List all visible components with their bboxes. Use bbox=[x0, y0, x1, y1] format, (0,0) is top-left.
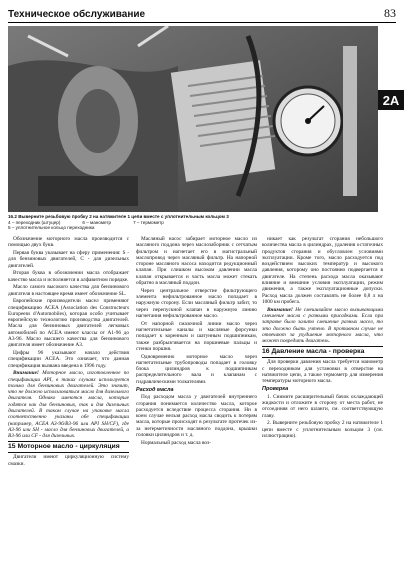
warning-text: Не смешивайте масло вызывающими смешение масла с разными присадками. Если при заправке было залито смешение разных масел, то это должно быть учтено. В противном случае не отвечают за ухудшение моторного масла, что может повредить двигатель. bbox=[262, 306, 383, 345]
step-item: 1. Снимите расширительный бачок охлаждающей жидкости и отложите в сторону от места работ, не отсоединяя от него шланги, см. соответствующую главу. bbox=[262, 393, 383, 419]
step-item: 2. Выверните резьбовую пробку 2 на натяжителе 1 цепи вместе с уплотнительным кольцом 3 (см. иллюстрацию). bbox=[262, 420, 383, 439]
paragraph: Европейские производители масел применяют спецификацию ACEA (Association des Constructeurs Europeens d'Automobiles), которая особо учитывает европейскую технологию производства двигателей. Масла для бензиновых двигателей легковых автомобилей по ACEA имеют классы от A1-96 до A3-96. Масло высшего качества для бензинового двигателя имеет обозначение A3. bbox=[8, 298, 129, 349]
paragraph: Одновременно моторное масло через нагнетательные трубопроводы попадает в головку блока цилиндров к подшипникам распределительного вала и клапанам с гидравлическими толкателями. bbox=[136, 353, 257, 385]
paragraph: Цифры 96 указывают начало действия спецификации ACEA. Это означает, что данная спецификация вызвана введена в 1996 году. bbox=[8, 350, 129, 369]
warning-label: Внимание! bbox=[13, 370, 39, 377]
paragraph: Нормальный расход масла воз- bbox=[141, 439, 211, 446]
legend-item: 7 – термометр bbox=[133, 219, 164, 225]
column-left bbox=[8, 236, 129, 468]
column-right bbox=[262, 236, 383, 441]
engine-photo-drawing bbox=[8, 26, 378, 212]
paragraph: Через центральное отверстие фильтрующего элемента нефильтрованное масло попадает в наружную сторону. Если масляный фильтр забит, то через перепускной клапан в наружную линию нагнетания нефильтрованное масло. bbox=[136, 287, 257, 319]
paragraph: никает как результат сгорания небольшого количества масла в цилиндрах, удаления остаточных продуктов сгорания и обусловлен условиями эксплуатации. Кроме того, масло расходуется под воздействием высоких температур и высокого давления, которому оно постоянно подвергается в двигателе. На степень расхода масла оказывают влияние и внешние условия эксплуатации, режим движения, а также эксплуатационные допуски. Расход масла должен составлять не более 0,8 л на 1000 км пробега. bbox=[262, 236, 383, 305]
warning-note bbox=[262, 307, 383, 345]
page-number: 83 bbox=[384, 6, 396, 20]
subheading: Расход масла bbox=[136, 387, 174, 393]
paragraph: От напорной смазочной линии масло через нагнетательные каналы и масляные форсунки попадает к коренным и шатунным подшипникам, также разбрызгивается на поршневые пальцы и стенки поршня. bbox=[136, 320, 257, 352]
page-header bbox=[8, 4, 396, 23]
paragraph: Вторая буква в обозначении масла отображает качество масла и исполняется в алфавитном порядке. bbox=[8, 270, 129, 283]
paragraph: Масляный насос забирает моторное масло из масляного поддона через маслозаборник с сетчатым фильтром и нагнетает его в магистральный маслопровод через масляный фильтр. На напорной стороне масляного насоса находится редукционный клапан. При слишком высоком давлении масла клапан открывается и часть масла может стекать обратно в масляный поддон. bbox=[136, 236, 257, 287]
paragraph: Под расходом масла у двигателей внутреннего сгорания понимается количество масла, которое расходуется вследствие процесса сгорания. Ни в коем случае нельзя расход масла сводить к потерям масла, которые происходят в результате протечек из-за негерметичности масляного поддона, крышки головки цилиндров и т. д. bbox=[136, 394, 257, 439]
paragraph: Первая буква указывает на сферу применения: S - для бензиновых двигателей, С - для дизельных двигателей. bbox=[8, 249, 129, 269]
warning-note bbox=[8, 370, 129, 439]
paragraph: Обозначение моторного масла производится с помощью двух букв. bbox=[8, 236, 129, 249]
paragraph: Масло самого высокого качества для бензинового двигателя в настоящее время имеет обозначение SL. bbox=[8, 284, 129, 297]
section-title: Техническое обслуживание bbox=[8, 9, 146, 20]
paragraph: Для проверки давления масла требуется манометр с переходником для установки в отверстие на натяжителе цепи, а также термометр для измерения температуры моторного масла. bbox=[262, 359, 383, 385]
legend-item: 4 – переходник (штуцер) bbox=[8, 219, 61, 225]
legend-item: 5 – уплотнительное кольцо переходника bbox=[8, 225, 95, 231]
engine-photo bbox=[8, 26, 378, 212]
chapter-tab: 2A bbox=[378, 90, 404, 110]
legend-item: 6 – манометр bbox=[82, 219, 112, 225]
column-middle bbox=[136, 236, 257, 447]
warning-label: Внимание! bbox=[267, 306, 293, 313]
section-heading: 15 Моторное масло - циркуляция bbox=[8, 441, 129, 453]
caption-text: 16.2 Выверните резьбовую пробку 2 на натяжителе 1 цепи вместе с уплотнительным кольцом 3 bbox=[8, 214, 229, 219]
subheading: Проверка bbox=[262, 386, 289, 393]
warning-text: Моторное масло, изготовленное по спецификации API, в таких случаях используется только для бензиновых двигателей. Это значит, что не должно использоваться масло для дизельного двигателя. Однако имеются масла, которые годятся как для бензиновых, так и для дизельных двигателей. В таком случае на упаковке масла соответственно указаны обе спецификации (например, ACEA A3-96/B3-96 или API SH/CF), где A3-96 или SH - масло для бензиновых двигателей, а B3-96 или CF - для дизельных. bbox=[8, 370, 129, 440]
paragraph: Двигатели имеют циркуляционную систему смазки. bbox=[8, 454, 129, 467]
figure-caption bbox=[8, 214, 378, 231]
section-heading: 16 Давление масла - проверка bbox=[262, 346, 383, 358]
